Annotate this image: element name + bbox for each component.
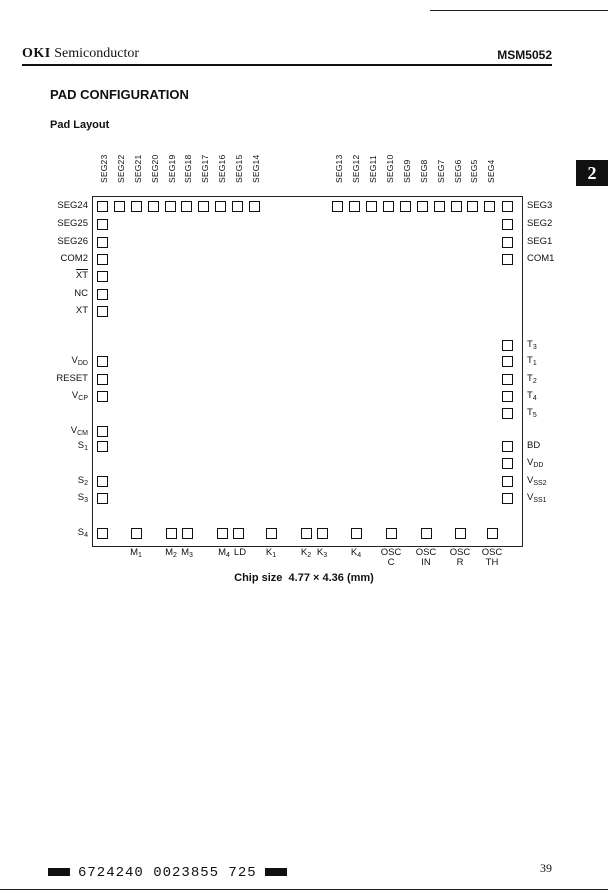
footer-block-right bbox=[265, 868, 287, 876]
pad-label-text: SEG8 bbox=[419, 159, 429, 183]
pad-label-subscript: 2 bbox=[532, 378, 537, 385]
pad-label-text: SEG9 bbox=[402, 159, 412, 183]
pad-top-seg15 bbox=[232, 201, 243, 212]
pad-bottom-7 bbox=[317, 528, 328, 539]
pad-top-seg8 bbox=[417, 201, 428, 212]
pad-label-text: SEG3 bbox=[527, 200, 553, 211]
chip-size-caption bbox=[0, 572, 608, 584]
pad-left-0 bbox=[97, 201, 108, 212]
pad-label-subscript: 2 bbox=[173, 552, 177, 559]
pad-label-bottom bbox=[301, 548, 311, 561]
pad-label-left bbox=[56, 373, 88, 384]
pad-label-bottom bbox=[218, 548, 230, 561]
pad-label-line2: R bbox=[456, 557, 464, 568]
pad-right-9 bbox=[502, 441, 513, 452]
pad-label-subscript: 4 bbox=[226, 552, 230, 559]
chapter-tab: 2 bbox=[576, 160, 608, 186]
pad-right-11 bbox=[502, 476, 513, 487]
pad-label-subscript: DD bbox=[77, 360, 88, 367]
pad-label-subscript: 1 bbox=[532, 360, 537, 367]
pad-label-right bbox=[527, 200, 552, 211]
chip-size-label: Chip size bbox=[234, 572, 283, 584]
pad-label-right bbox=[527, 440, 540, 451]
top-rule bbox=[430, 10, 608, 11]
pad-bottom-1 bbox=[166, 528, 177, 539]
oki-logo: OKI bbox=[22, 46, 51, 61]
pad-right-2 bbox=[502, 237, 513, 248]
pad-right-12 bbox=[502, 493, 513, 504]
pad-label-text: M bbox=[181, 547, 190, 558]
pad-top-seg7 bbox=[434, 201, 445, 212]
pad-left-5 bbox=[97, 289, 108, 300]
pad-top-seg9 bbox=[400, 201, 411, 212]
pad-label-text: $\overline{XT}$ bbox=[75, 270, 88, 281]
pad-label-text: SEG6 bbox=[453, 159, 463, 183]
pad-label-bottom bbox=[351, 548, 361, 561]
pad-label-subscript: 3 bbox=[532, 344, 537, 351]
pad-label-text: T bbox=[527, 373, 533, 384]
pad-left-10 bbox=[97, 426, 108, 437]
pad-label-subscript: CP bbox=[78, 395, 88, 402]
pad-label-text: COM1 bbox=[527, 253, 555, 264]
pad-bottom-8 bbox=[351, 528, 362, 539]
pad-label-left bbox=[72, 390, 88, 402]
pad-label-bottom bbox=[416, 548, 437, 568]
pad-label-text: V bbox=[527, 475, 534, 486]
pad-label-text: SEG13 bbox=[334, 154, 344, 183]
pad-label-text: OSC bbox=[415, 547, 437, 558]
pad-label-text: T bbox=[527, 355, 533, 366]
pad-label-text: K bbox=[300, 547, 308, 558]
pad-label-text: SEG22 bbox=[116, 154, 126, 183]
pad-bottom-5 bbox=[266, 528, 277, 539]
pad-label-text: OSC bbox=[481, 547, 503, 558]
pad-top-seg18 bbox=[181, 201, 192, 212]
pad-right-1 bbox=[502, 219, 513, 230]
section-title: PAD CONFIGURATION bbox=[50, 87, 189, 102]
pad-label-subscript: 4 bbox=[532, 395, 537, 402]
pad-left-12 bbox=[97, 476, 108, 487]
pad-label-subscript: 2 bbox=[307, 552, 312, 559]
pad-label-subscript: 1 bbox=[272, 552, 277, 559]
pad-label-left bbox=[78, 475, 88, 487]
pad-label-right bbox=[527, 390, 537, 402]
pad-label-subscript: SS1 bbox=[533, 497, 547, 504]
pad-top-seg19 bbox=[165, 201, 176, 212]
pad-label-right bbox=[527, 236, 552, 247]
footer-code-text: 6724240 0023855 725 bbox=[78, 865, 257, 881]
pad-label-left bbox=[57, 200, 88, 211]
pad-label-bottom bbox=[450, 548, 471, 568]
pad-label-text: OSC bbox=[380, 547, 402, 558]
pad-label-text: S bbox=[77, 527, 85, 538]
pad-bottom-6 bbox=[301, 528, 312, 539]
footer-block-left bbox=[48, 868, 70, 876]
pad-label-text: V bbox=[71, 355, 78, 366]
pad-label-text: SEG19 bbox=[167, 154, 177, 183]
pad-right-0 bbox=[502, 201, 513, 212]
pad-label-line2: TH bbox=[485, 557, 499, 568]
pad-top-seg12 bbox=[349, 201, 360, 212]
pad-label-text: NC bbox=[74, 288, 88, 299]
pad-label-left bbox=[78, 527, 88, 539]
pad-label-bottom bbox=[266, 548, 276, 561]
pad-label-left bbox=[57, 236, 88, 247]
pad-left-4 bbox=[97, 271, 108, 282]
pad-label-text: K bbox=[265, 547, 273, 558]
pad-top-seg13 bbox=[332, 201, 343, 212]
pad-top-seg14 bbox=[249, 201, 260, 212]
pad-bottom-4 bbox=[233, 528, 244, 539]
pad-left-8 bbox=[97, 374, 108, 385]
pad-left-11 bbox=[97, 441, 108, 452]
pad-label-bottom bbox=[181, 548, 193, 561]
pad-label-subscript: 2 bbox=[84, 480, 88, 487]
pad-right-8 bbox=[502, 408, 513, 419]
bottom-rule bbox=[0, 889, 608, 890]
header-brand bbox=[22, 46, 139, 62]
chip-outline bbox=[92, 196, 523, 547]
pad-label-right bbox=[527, 373, 537, 385]
pad-left-2 bbox=[97, 237, 108, 248]
pad-label-text: M bbox=[218, 547, 227, 558]
pad-top-seg21 bbox=[131, 201, 142, 212]
pad-label-left bbox=[74, 288, 88, 299]
header-rule bbox=[22, 64, 552, 66]
pad-label-text: SEG10 bbox=[385, 154, 395, 183]
pad-label-text: K bbox=[316, 547, 324, 558]
pad-label-text: K bbox=[350, 547, 358, 558]
pad-label-text: SEG5 bbox=[469, 159, 479, 183]
pad-label-text: SEG18 bbox=[183, 154, 193, 183]
pad-label-text: V bbox=[70, 425, 78, 436]
footer-code bbox=[40, 865, 295, 881]
pad-label-left bbox=[76, 270, 88, 281]
pad-label-left bbox=[71, 425, 88, 437]
pad-label-left bbox=[78, 492, 88, 504]
pad-label-right bbox=[527, 457, 543, 469]
pad-label-text: S bbox=[77, 475, 85, 486]
pad-label-text: T bbox=[527, 390, 533, 401]
pad-label-text: SEG20 bbox=[150, 154, 160, 183]
pad-label-line2: IN bbox=[421, 557, 431, 568]
pad-label-text: SEG24 bbox=[57, 200, 88, 211]
brand-suffix: Semiconductor bbox=[54, 46, 139, 61]
pad-label-text: COM2 bbox=[60, 253, 88, 264]
pad-bottom-12 bbox=[487, 528, 498, 539]
pad-label-text: SEG1 bbox=[527, 236, 553, 247]
pad-label-text: S bbox=[77, 440, 85, 451]
pad-label-subscript: 1 bbox=[84, 445, 88, 452]
pad-top-seg11 bbox=[366, 201, 377, 212]
pad-label-text: SEG11 bbox=[368, 155, 378, 183]
pad-label-text: RESET bbox=[56, 373, 88, 384]
pad-label-text: SEG15 bbox=[234, 154, 244, 183]
subsection-title: Pad Layout bbox=[50, 119, 110, 131]
pad-top-seg17 bbox=[198, 201, 209, 212]
pad-label-right bbox=[527, 355, 537, 367]
pad-top-seg22 bbox=[114, 201, 125, 212]
pad-right-7 bbox=[502, 391, 513, 402]
pad-label-bottom bbox=[381, 548, 402, 568]
pad-label-subscript: 4 bbox=[357, 552, 362, 559]
pad-label-text: SEG2 bbox=[527, 218, 553, 229]
pad-label-text: SEG23 bbox=[99, 154, 109, 183]
part-number: MSM5052 bbox=[497, 48, 552, 62]
pad-label-text: T bbox=[527, 407, 533, 418]
pad-bottom-3 bbox=[217, 528, 228, 539]
pad-left-9 bbox=[97, 391, 108, 402]
pad-label-text: SEG25 bbox=[57, 218, 88, 229]
pad-bottom-11 bbox=[455, 528, 466, 539]
pad-label-right bbox=[527, 492, 547, 504]
pad-right-4 bbox=[502, 340, 513, 351]
pad-label-text: SEG14 bbox=[251, 154, 261, 183]
pad-left-7 bbox=[97, 356, 108, 367]
pad-label-left bbox=[61, 253, 88, 264]
pad-label-right bbox=[527, 253, 554, 264]
pad-label-bottom bbox=[165, 548, 177, 561]
pad-top-seg6 bbox=[451, 201, 462, 212]
pad-label-text: SEG7 bbox=[436, 159, 446, 183]
pad-right-5 bbox=[502, 356, 513, 367]
pad-label-right bbox=[527, 475, 547, 487]
pad-label-left bbox=[76, 305, 88, 316]
pad-label-text: V bbox=[71, 390, 79, 401]
pad-label-text: SEG16 bbox=[217, 154, 227, 183]
pad-left-6 bbox=[97, 306, 108, 317]
pad-top-seg4 bbox=[484, 201, 495, 212]
pad-label-left bbox=[57, 218, 88, 229]
pad-label-text: M bbox=[130, 547, 139, 558]
pad-right-10 bbox=[502, 458, 513, 469]
pad-label-bottom bbox=[130, 548, 142, 561]
pad-label-subscript: SS2 bbox=[533, 480, 547, 487]
pad-top-seg16 bbox=[215, 201, 226, 212]
pad-label-text: SEG21 bbox=[133, 154, 143, 183]
pad-label-text: V bbox=[527, 492, 534, 503]
pad-label-bottom bbox=[317, 548, 327, 561]
pad-label-right bbox=[527, 339, 537, 351]
pad-bottom-0 bbox=[131, 528, 142, 539]
pad-bottom-9 bbox=[386, 528, 397, 539]
pad-label-text: V bbox=[527, 457, 534, 468]
pad-label-text: S bbox=[77, 492, 85, 503]
pad-label-right bbox=[527, 218, 552, 229]
pad-label-subscript: 3 bbox=[323, 552, 328, 559]
pad-label-subscript: DD bbox=[533, 462, 544, 469]
pad-top-seg5 bbox=[467, 201, 478, 212]
pad-bottom-10 bbox=[421, 528, 432, 539]
page-number: 39 bbox=[540, 861, 552, 875]
chip-size-value: 4.77 × 4.36 (mm) bbox=[288, 572, 374, 584]
pad-label-subscript: CM bbox=[77, 430, 88, 437]
pad-label-text: SEG17 bbox=[200, 154, 210, 183]
pad-label-text: XT bbox=[75, 305, 88, 316]
pad-top-seg20 bbox=[148, 201, 159, 212]
pad-left-13 bbox=[97, 493, 108, 504]
pad-label-subscript: 4 bbox=[84, 532, 88, 539]
pad-label-text: LD bbox=[233, 547, 247, 558]
pad-label-right bbox=[527, 407, 537, 419]
pad-label-left bbox=[72, 355, 88, 367]
pad-label-left bbox=[78, 440, 88, 452]
pad-label-text: SEG4 bbox=[486, 159, 496, 183]
pad-label-text: BD bbox=[527, 440, 541, 451]
pad-label-subscript: 3 bbox=[189, 552, 193, 559]
pad-label-bottom bbox=[234, 548, 246, 558]
pad-bottom-2 bbox=[182, 528, 193, 539]
pad-label-subscript: 3 bbox=[84, 497, 88, 504]
pad-label-line2: C bbox=[387, 557, 395, 568]
pad-label-text: M bbox=[165, 547, 174, 558]
pad-label-text: SEG26 bbox=[57, 236, 88, 247]
pad-label-subscript: 1 bbox=[138, 552, 142, 559]
pad-label-bottom bbox=[482, 548, 503, 568]
pad-top-seg10 bbox=[383, 201, 394, 212]
pad-right-6 bbox=[502, 374, 513, 385]
pad-left-1 bbox=[97, 219, 108, 230]
pad-left-3 bbox=[97, 254, 108, 265]
pad-label-text: OSC bbox=[449, 547, 471, 558]
pad-label-text: T bbox=[527, 339, 533, 350]
pad-label-text: SEG12 bbox=[351, 154, 361, 183]
pad-right-3 bbox=[502, 254, 513, 265]
pad-left-14 bbox=[97, 528, 108, 539]
pad-label-subscript: 5 bbox=[532, 412, 537, 419]
